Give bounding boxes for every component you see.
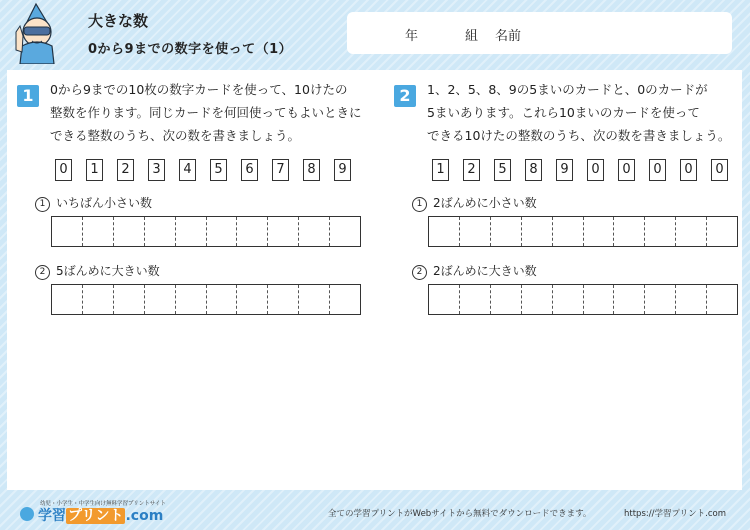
- number-card: 4: [179, 159, 196, 181]
- answer-cell[interactable]: [206, 217, 237, 246]
- number-card: 5: [210, 159, 227, 181]
- number-card: 6: [241, 159, 258, 181]
- number-card: 0: [711, 159, 728, 181]
- question-line: 0から9までの10枚の数字カードを使って、10けたの: [50, 82, 348, 97]
- answer-cell[interactable]: [144, 285, 175, 314]
- number-card: 9: [334, 159, 351, 181]
- number-card: 0: [649, 159, 666, 181]
- question-line: できる整数のうち、次の数を書きましょう。: [50, 128, 301, 143]
- question-text: [427, 78, 739, 147]
- answer-cell[interactable]: [459, 285, 490, 314]
- logo-name-b: プリント: [68, 508, 124, 524]
- answer-cell[interactable]: [644, 217, 675, 246]
- question-text: [50, 78, 362, 147]
- number-card: 3: [148, 159, 165, 181]
- answer-cell[interactable]: [490, 217, 521, 246]
- logo-name-a: 学習: [38, 508, 66, 524]
- sub-question-2: [412, 262, 537, 280]
- number-card: 5: [494, 159, 511, 181]
- answer-cell[interactable]: [82, 217, 113, 246]
- answer-cell[interactable]: [706, 217, 737, 246]
- number-card: 0: [618, 159, 635, 181]
- answer-cell[interactable]: [429, 217, 459, 246]
- logo-name-c: .com: [125, 508, 164, 524]
- answer-cell[interactable]: [521, 285, 552, 314]
- question-number: 2: [394, 85, 416, 107]
- answer-grid[interactable]: [51, 216, 361, 247]
- logo-text: [38, 505, 163, 525]
- answer-cell[interactable]: [583, 217, 614, 246]
- question-line: 5まいあります。これら10まいのカードを使って: [427, 105, 700, 120]
- question-line: 整数を作ります。同じカードを何回使ってもよいときに: [50, 105, 362, 120]
- answer-cell[interactable]: [459, 217, 490, 246]
- mascot-character-icon: [8, 2, 66, 64]
- answer-cell[interactable]: [175, 217, 206, 246]
- page-subtitle: 0から9までの数字を使って（1）: [88, 42, 293, 57]
- sub-question-1: [412, 194, 537, 212]
- answer-cell[interactable]: [429, 285, 459, 314]
- answer-cell[interactable]: [675, 285, 706, 314]
- answer-cell[interactable]: [329, 217, 360, 246]
- answer-cell[interactable]: [236, 285, 267, 314]
- question-line: できる10けたの整数のうち、次の数を書きましょう。: [427, 128, 731, 143]
- footer-url[interactable]: https://学習プリント.com: [624, 509, 726, 519]
- circled-number: 2: [412, 265, 427, 280]
- answer-cell[interactable]: [644, 285, 675, 314]
- worksheet: [7, 70, 742, 490]
- number-card: 1: [86, 159, 103, 181]
- number-card: 0: [680, 159, 697, 181]
- number-card: 8: [525, 159, 542, 181]
- number-card: 9: [556, 159, 573, 181]
- answer-cell[interactable]: [521, 217, 552, 246]
- logo-face-icon: [20, 507, 34, 521]
- footer-note: 全ての学習プリントがWebサイトから無料でダウンロードできます。: [328, 509, 592, 519]
- answer-cell[interactable]: [490, 285, 521, 314]
- answer-cell[interactable]: [298, 217, 329, 246]
- answer-cell[interactable]: [583, 285, 614, 314]
- circled-number: 1: [412, 197, 427, 212]
- number-card: 0: [587, 159, 604, 181]
- number-card: 7: [272, 159, 289, 181]
- sub-question-label: いちばん小さい数: [56, 196, 153, 210]
- name-label: 名前: [495, 29, 522, 44]
- answer-cell[interactable]: [552, 285, 583, 314]
- number-card: 8: [303, 159, 320, 181]
- answer-cell[interactable]: [113, 285, 144, 314]
- page-title: 大きな数: [88, 12, 149, 30]
- question-number: 1: [17, 85, 39, 107]
- sub-question-label: 5ばんめに大きい数: [56, 264, 160, 278]
- circled-number: 1: [35, 197, 50, 212]
- answer-cell[interactable]: [706, 285, 737, 314]
- answer-cell[interactable]: [236, 217, 267, 246]
- answer-cell[interactable]: [144, 217, 175, 246]
- question-2: [384, 70, 744, 370]
- answer-grid[interactable]: [428, 284, 738, 315]
- number-card: 0: [55, 159, 72, 181]
- circled-number: 2: [35, 265, 50, 280]
- answer-cell[interactable]: [52, 285, 82, 314]
- answer-cell[interactable]: [267, 285, 298, 314]
- answer-cell[interactable]: [675, 217, 706, 246]
- question-1: [7, 70, 367, 370]
- answer-grid[interactable]: [51, 284, 361, 315]
- answer-cell[interactable]: [82, 285, 113, 314]
- sub-question-label: 2ばんめに小さい数: [433, 196, 537, 210]
- answer-cell[interactable]: [206, 285, 237, 314]
- name-box: [347, 12, 732, 54]
- answer-cell[interactable]: [52, 217, 82, 246]
- number-card: 2: [117, 159, 134, 181]
- year-label: 年: [405, 29, 419, 44]
- footer: [0, 493, 750, 530]
- logo-tagline: 幼児・小学生・中学生向け無料学習プリントサイト: [40, 501, 166, 507]
- sub-question-2: [35, 262, 160, 280]
- number-card: 1: [432, 159, 449, 181]
- question-line: 1、2、5、8、9の5まいのカードと、0のカードが: [427, 82, 708, 97]
- answer-cell[interactable]: [329, 285, 360, 314]
- header: [0, 0, 750, 66]
- answer-cell[interactable]: [613, 285, 644, 314]
- answer-cell[interactable]: [175, 285, 206, 314]
- answer-cell[interactable]: [267, 217, 298, 246]
- answer-grid[interactable]: [428, 216, 738, 247]
- sub-question-1: [35, 194, 152, 212]
- answer-cell[interactable]: [552, 217, 583, 246]
- number-card: 2: [463, 159, 480, 181]
- sub-question-label: 2ばんめに大きい数: [433, 264, 537, 278]
- answer-cell[interactable]: [113, 217, 144, 246]
- answer-cell[interactable]: [613, 217, 644, 246]
- class-label: 組: [465, 29, 479, 44]
- answer-cell[interactable]: [298, 285, 329, 314]
